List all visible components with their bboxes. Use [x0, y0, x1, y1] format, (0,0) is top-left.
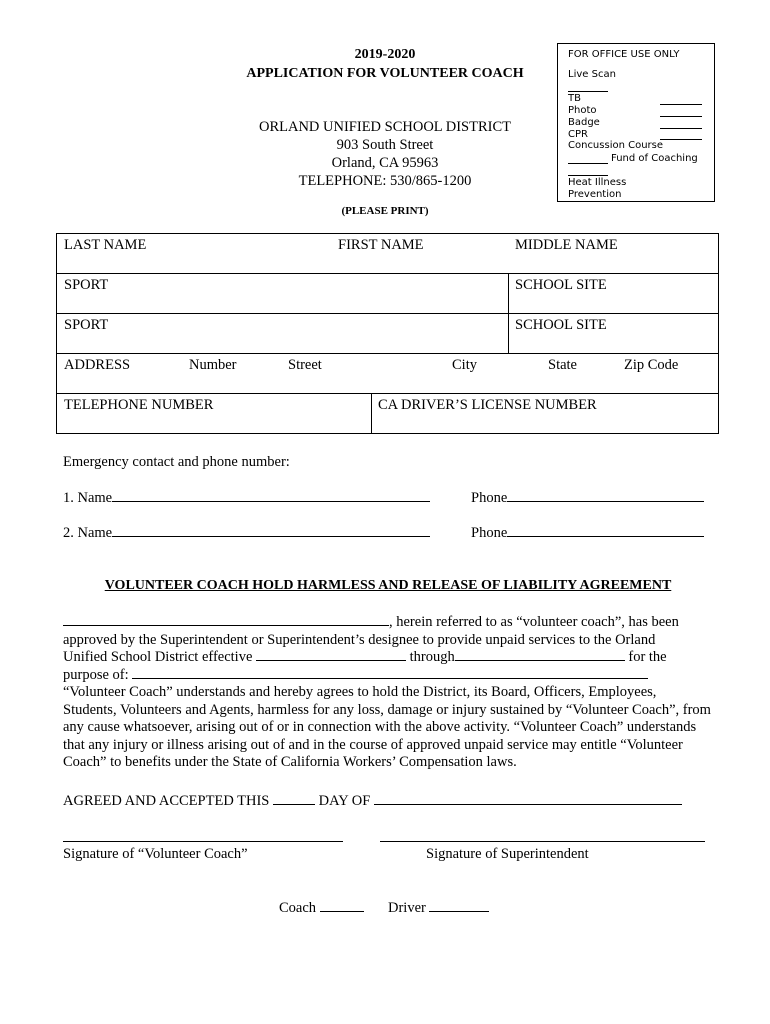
- office-photo: Photo: [568, 105, 597, 116]
- agreed-label: AGREED AND ACCEPTED THIS: [63, 793, 270, 809]
- agreement-line-1-text: , herein referred to as “volunteer coach”, has been: [389, 614, 679, 630]
- emergency-name-1-line[interactable]: [112, 501, 430, 502]
- applicant-info-table: [56, 233, 719, 434]
- emergency-name-1[interactable]: [63, 490, 430, 507]
- sport-label-2: SPORT: [64, 317, 109, 333]
- sport-row-1[interactable]: [57, 274, 718, 314]
- cpr-line[interactable]: [660, 139, 702, 140]
- agreement-text: [63, 614, 713, 772]
- for-the-label: for the: [628, 649, 667, 665]
- agreement-line-2: approved by the Superintendent or Superintendent’s designee to provide unpaid services to the Orland: [63, 631, 656, 648]
- office-prevention: Prevention: [568, 189, 622, 200]
- footer-coach: [279, 900, 364, 917]
- office-use-box: [557, 43, 715, 202]
- emergency-phone-1[interactable]: [471, 490, 704, 507]
- purpose-label: purpose of:: [63, 666, 129, 683]
- district-telephone: TELEPHONE: 530/865-1200: [298, 173, 472, 189]
- office-heat: Heat Illness: [568, 177, 627, 188]
- fund-line[interactable]: [568, 163, 608, 164]
- emergency-phone-2-line[interactable]: [507, 536, 704, 537]
- effective-label: Unified School District effective: [63, 649, 253, 665]
- emergency-phone-1-label: Phone: [471, 490, 508, 506]
- school-site-label-1: SCHOOL SITE: [515, 277, 607, 293]
- agreement-line-3: [63, 649, 713, 667]
- phone-license-row[interactable]: [57, 394, 718, 433]
- emergency-phone-1-line[interactable]: [507, 501, 704, 502]
- district-name: ORLAND UNIFIED SCHOOL DISTRICT: [258, 119, 511, 135]
- superintendent-signature-line[interactable]: [380, 841, 705, 842]
- address-label: ADDRESS: [64, 357, 131, 373]
- day-of-label: DAY OF: [318, 793, 371, 809]
- name-row[interactable]: [57, 234, 718, 274]
- footer-driver: [388, 900, 489, 917]
- please-print: (PLEASE PRINT): [341, 205, 429, 217]
- agreement-line-1: [63, 614, 713, 632]
- emergency-name-2-label: 2. Name: [63, 525, 113, 541]
- emergency-name-2-line[interactable]: [112, 536, 430, 537]
- live-scan-line[interactable]: [568, 91, 608, 92]
- emergency-heading: Emergency contact and phone number:: [63, 454, 290, 470]
- first-name-label: FIRST NAME: [338, 237, 424, 253]
- tb-line[interactable]: [660, 104, 702, 105]
- office-badge: Badge: [568, 117, 600, 128]
- agreement-title: VOLUNTEER COACH HOLD HARMLESS AND RELEASE OF LIABILITY AGREEMENT: [104, 578, 672, 593]
- agreed-month-line[interactable]: [374, 804, 682, 805]
- emergency-name-2[interactable]: [63, 525, 430, 542]
- number-label: Number: [189, 357, 237, 373]
- district-city: Orland, CA 95963: [331, 155, 439, 171]
- footer-driver-line[interactable]: [429, 911, 489, 912]
- agreement-line-4: [63, 667, 713, 685]
- sport-label-1: SPORT: [64, 277, 109, 293]
- emergency-phone-2[interactable]: [471, 525, 704, 542]
- agreement-body: “Volunteer Coach” understands and hereby agrees to hold the District, its Board, Officers, Employees, Students, Volunteers and Agents, harmless for any loss, damage or injury sustained by “Volunteer Coach”, from any cause whatsoever, arising out of or in connection with the above activity. “Volunteer Coach” understands that any injury or illness arising out of and in the course of approved unpaid service may entitle “Volunteer Coach” to benefits under the State of California Workers’ Compensation laws.: [63, 684, 711, 770]
- form-title: APPLICATION FOR VOLUNTEER COACH: [246, 66, 524, 81]
- form-year: 2019-2020: [354, 47, 416, 62]
- last-name-label: LAST NAME: [64, 237, 147, 253]
- footer-coach-label: Coach: [279, 900, 317, 916]
- telephone-label: TELEPHONE NUMBER: [64, 397, 214, 413]
- emergency-name-1-label: 1. Name: [63, 490, 113, 506]
- office-title: FOR OFFICE USE ONLY: [568, 49, 680, 60]
- zip-label: Zip Code: [624, 357, 679, 373]
- agreed-accepted: [63, 793, 682, 810]
- superintendent-signature-label: Signature of Superintendent: [426, 846, 589, 862]
- license-label: CA DRIVER’S LICENSE NUMBER: [378, 397, 597, 413]
- city-label: City: [452, 357, 477, 373]
- office-tb: TB: [568, 93, 581, 104]
- volunteer-name-line[interactable]: [63, 625, 389, 626]
- footer-coach-line[interactable]: [320, 911, 364, 912]
- office-concussion: Concussion Course: [568, 140, 664, 151]
- address-row[interactable]: [57, 354, 718, 394]
- through-label: through: [409, 649, 455, 665]
- coach-signature-line[interactable]: [63, 841, 343, 842]
- photo-line[interactable]: [660, 116, 702, 117]
- middle-name-label: MIDDLE NAME: [515, 237, 618, 253]
- through-date-line[interactable]: [455, 660, 625, 661]
- purpose-line[interactable]: [132, 678, 648, 679]
- district-street: 903 South Street: [336, 137, 434, 153]
- street-label: Street: [288, 357, 322, 373]
- heat-line[interactable]: [568, 175, 608, 176]
- footer-driver-label: Driver: [388, 900, 426, 916]
- office-live-scan: Live Scan: [568, 69, 616, 80]
- school-site-label-2: SCHOOL SITE: [515, 317, 607, 333]
- office-cpr: CPR: [568, 129, 588, 140]
- state-label: State: [548, 357, 577, 373]
- office-fund: Fund of Coaching: [611, 153, 698, 164]
- effective-date-line[interactable]: [256, 660, 406, 661]
- coach-signature-label: Signature of “Volunteer Coach”: [63, 846, 248, 862]
- sport-row-2[interactable]: [57, 314, 718, 354]
- agreed-day-line[interactable]: [273, 804, 315, 805]
- emergency-phone-2-label: Phone: [471, 525, 508, 541]
- badge-line[interactable]: [660, 128, 702, 129]
